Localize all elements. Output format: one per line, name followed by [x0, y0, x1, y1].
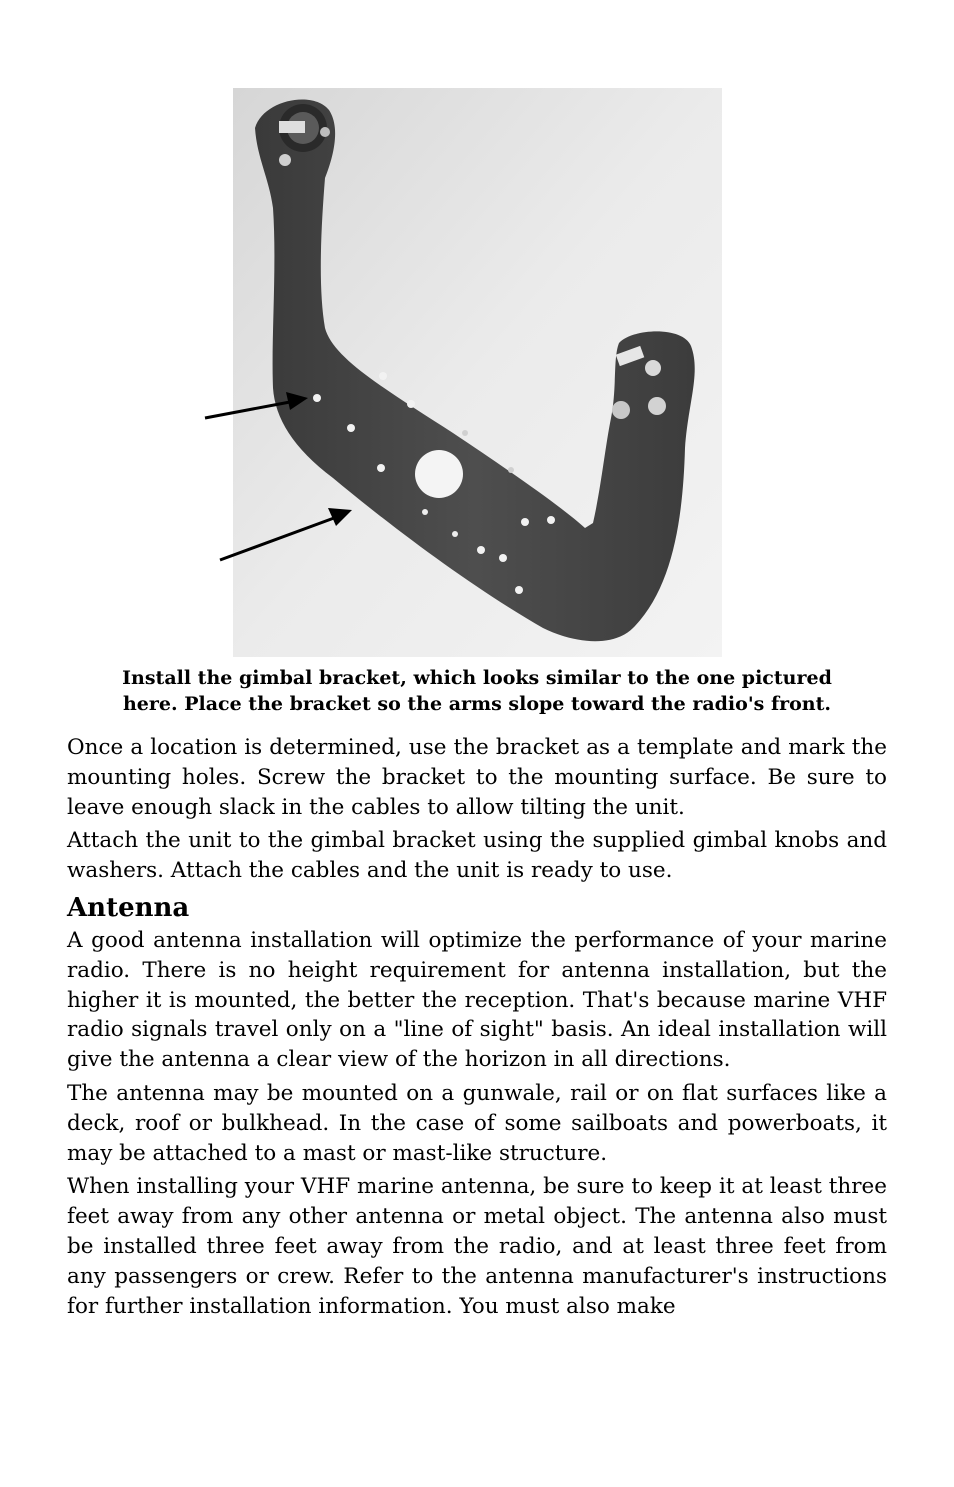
figure-caption [60, 665, 894, 717]
paragraph-attach: Attach the unit to the gimbal bracket using the supplied gimbal knobs and washers. Attach the cables and the unit is ready to use. [67, 828, 887, 884]
bracket-figure [0, 0, 954, 660]
body-text [67, 733, 887, 1325]
callout-arrows [0, 0, 954, 660]
paragraph-antenna-2: The antenna may be mounted on a gunwale, rail or on flat surfaces like a deck, roof or bulkhead. In the case of some sailboats and powerboats, it may be attached to a mast or mast-like structure. [67, 1080, 887, 1166]
section-heading-antenna: Antenna [67, 892, 190, 923]
caption-line-1: Install the gimbal bracket, which looks similar to the one pictured [122, 667, 832, 689]
paragraph-antenna-3: When installing your VHF marine antenna, be sure to keep it at least three feet away from any other antenna or metal object. The antenna also must be installed three feet away from the radio, and at least three feet from any passengers or crew. Refer to the antenna manufacturer's instructions for further installation information. You must also make [67, 1174, 887, 1319]
paragraph-mounting: Once a location is determined, use the bracket as a template and mark the mounting holes. Screw the bracket to the mounting surface. Be sure to leave enough slack in the cables to allow tilting the unit. [67, 735, 887, 820]
caption-line-2: here. Place the bracket so the arms slope toward the radio's front. [122, 693, 832, 715]
paragraph-antenna-1: A good antenna installation will optimize the performance of your marine radio. There is no height requirement for antenna installation, but the higher it is mounted, the better the reception. That's because marine VHF radio signals travel only on a "line of sight" basis. An ideal installation will give the antenna a clear view of the horizon in all directions. [67, 927, 887, 1073]
